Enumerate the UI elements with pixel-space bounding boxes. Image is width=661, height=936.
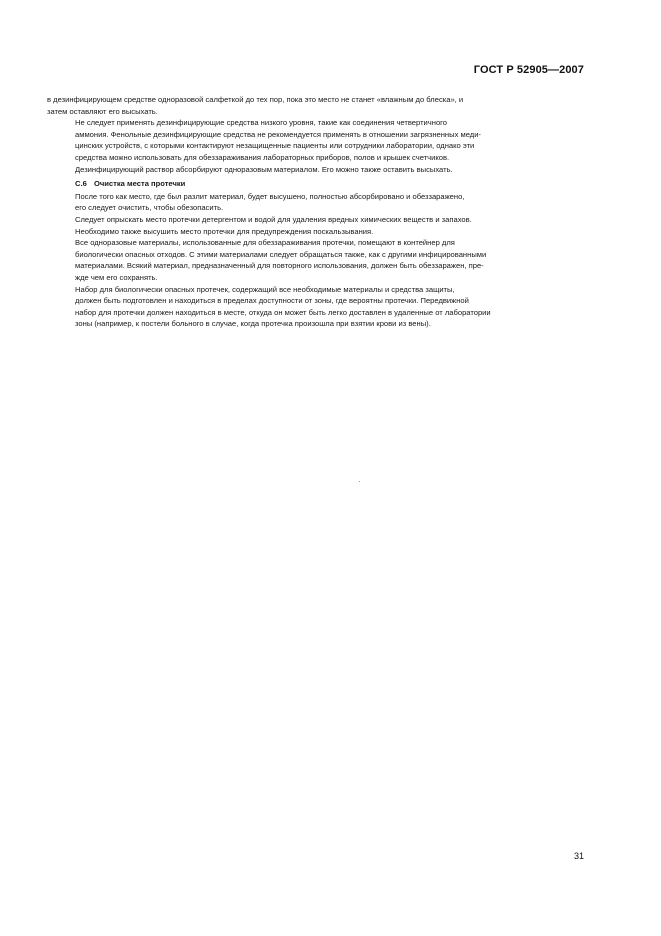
text-line: зоны (например, к постели больного в случае, когда протечка произошла при взятии крови из вены). <box>75 319 431 329</box>
paragraph-4 <box>47 191 584 214</box>
section-heading <box>47 178 584 190</box>
text-line: цинских устройств, с которыми контактируют незащищенные пациенты или сотрудники лаборатории, однако эти <box>75 141 475 151</box>
text-line: затем оставляют его высыхать. <box>47 106 158 116</box>
paragraph-3 <box>47 164 584 176</box>
section-title: Очистка места протечки <box>93 179 186 189</box>
text-line: Все одноразовые материалы, использованные для обеззараживания протечки, помещают в контейнер для <box>75 238 455 248</box>
paragraph-1 <box>47 94 584 117</box>
paragraph-2 <box>47 117 584 163</box>
text-line: Набор для биологически опасных протечек, содержащий все необходимые материалы и средства защиты, <box>75 284 455 294</box>
paragraph-5 <box>47 214 584 226</box>
document-header: ГОСТ Р 52905—2007 <box>473 64 584 76</box>
text-line: его следует очистить, чтобы обезопасить. <box>75 203 224 213</box>
paragraph-7 <box>47 237 584 283</box>
scan-speck <box>359 481 360 482</box>
page-number: 31 <box>573 851 584 861</box>
text-line: аммония. Фенольные дезинфицирующие средства не рекомендуется применять в отношении загрязненных меди- <box>75 129 481 139</box>
text-line: биологически опасных отходов. С этими материалами следует обращаться также, как с другими инфицированными <box>75 249 487 259</box>
paragraph-8 <box>47 284 584 330</box>
text-line: После того как место, где был разлит материал, будет высушено, полностью абсорбировано и обеззаражено, <box>75 191 465 201</box>
text-line: Следует опрыскать место протечки детергентом и водой для удаления вредных химических веществ и запахов. <box>75 214 472 224</box>
paragraph-6 <box>47 226 584 238</box>
text-line: набор для протечки должен находиться в месте, откуда он может быть легко доставлен в удаленные от лаборатории <box>75 307 491 317</box>
text-line: должен быть подготовлен и находиться в пределах доступности от зоны, где вероятны протечки. Передвижной <box>75 296 469 306</box>
text-line: Дезинфицирующий раствор абсорбируют одноразовым материалом. Его можно также оставить высыхать. <box>75 164 453 174</box>
text-line: Не следует применять дезинфицирующие средства низкого уровня, такие как соединения четвертичного <box>75 118 447 128</box>
text-line: Необходимо также высушить место протечки для предупреждения поскальзывания. <box>75 226 374 236</box>
text-line: материалами. Всякий материал, предназначенный для повторного использования, должен быть обеззаражен, пре- <box>75 261 484 271</box>
text-line: средства можно использовать для обеззараживания лабораторных приборов, полов и крышек счетчиков. <box>75 152 450 162</box>
text-line: жде чем его сохранять. <box>75 272 158 282</box>
text-line: в дезинфицирующем средстве одноразовой салфеткой до тех пор, пока это место не станет «влажным до блеска», и <box>47 95 464 104</box>
document-body <box>47 94 584 330</box>
section-number: С.6 <box>75 179 87 189</box>
